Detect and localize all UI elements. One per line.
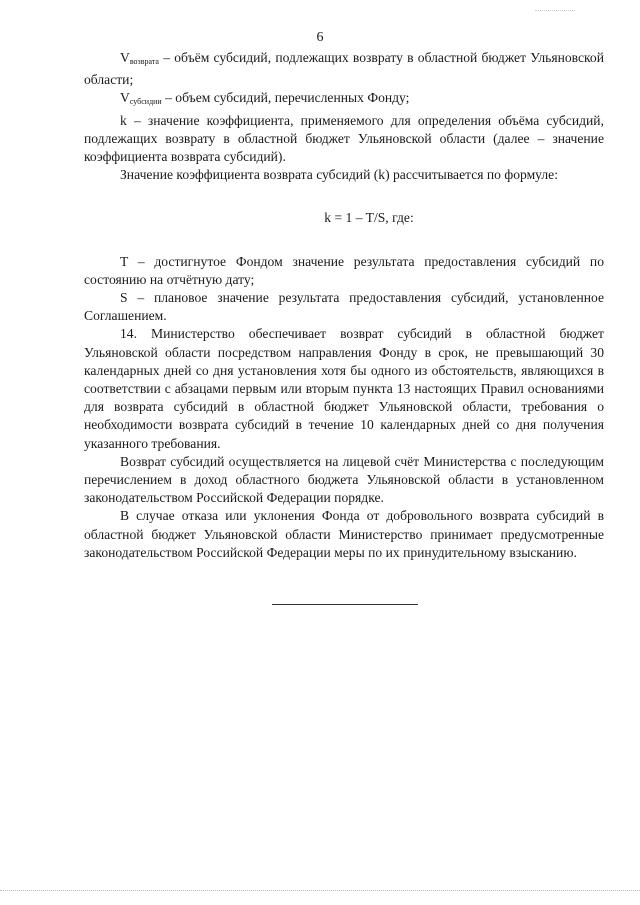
- paragraph-refusal: В случае отказа или уклонения Фонда от добровольного возврата субсидий в областной бюджет Ульяновской области Министерство принимает предусмотренные законодательством Российской Федерации меры по их принудительному взысканию.: [84, 508, 604, 560]
- paragraph-return-account: Возврат субсидий осуществляется на лицевой счёт Министерства с последующим перечислением в доход областного бюджета Ульяновской области в установленном законодательством Российской Федерации порядке.: [84, 453, 604, 506]
- formula: k = 1 – T/S, где:: [324, 210, 414, 226]
- scan-artifact: [535, 10, 575, 13]
- v-return-text: – объём субсидий, подлежащих возврату в областной бюджет Ульяновской области;: [84, 50, 604, 88]
- paragraph-k-definition: k – значение коэффициента, применяемого для определения объёма субсидий, подлежащих возврату в областной бюджет Ульяновской области (далее – значение коэффициента возврата субсидий).: [84, 112, 604, 165]
- paragraph-v-return: [84, 49, 604, 89]
- paragraph-14: 14. Министерство обеспечивает возврат субсидий в областной бюджет Ульяновской области посредством направления Фонду в срок, не превышающий 30 календарных дней со дня установления хотя бы одного из обстоятельств, являющихся в соответствии с абзацами первым или вторым пункта 13 настоящих Правил основаниями для возврата субсидий в областной бюджет Ульяновской области, требования о необходимости возврата субсидий в течение 10 календарных дней со дня получения указанного требования.: [84, 326, 604, 451]
- paragraph-formula-intro: Значение коэффициента возврата субсидий (k) рассчитывается по формуле:: [120, 167, 558, 183]
- v-return-symbol: V: [120, 50, 130, 65]
- v-subsidy-symbol: V: [120, 90, 130, 106]
- end-divider: [272, 604, 418, 605]
- v-subsidy-subscript: субсидии: [129, 97, 162, 107]
- page-number: 6: [316, 30, 324, 45]
- paragraph-t-definition: T – достигнутое Фондом значение результата предоставления субсидий по состоянию на отчётную дату;: [84, 253, 604, 287]
- paragraph-v-subsidy: [84, 89, 604, 111]
- document-body: [84, 49, 604, 562]
- v-return-subscript: возврата: [129, 57, 159, 66]
- v-subsidy-text: – объем субсидий, перечисленных Фонду;: [161, 90, 410, 106]
- scan-artifact-bottom: [0, 890, 640, 893]
- paragraph-s-definition: S – плановое значение результата предоставления субсидий, установленное Соглашением.: [84, 290, 604, 324]
